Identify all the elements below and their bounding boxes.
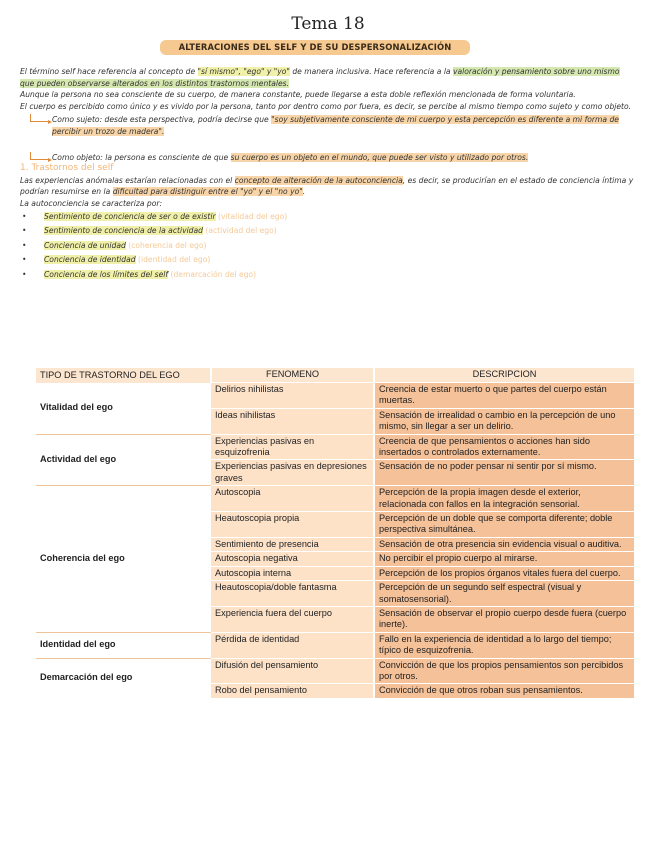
page-subtitle: ALTERACIONES DEL SELF Y DE SU DESPERSONALIZACIÓN	[160, 40, 470, 55]
phenomenon-cell: Autoscopia	[211, 486, 374, 512]
table-row	[36, 486, 634, 512]
highlight-quote: su cuerpo es un objeto en el mundo, que puede ser visto y utilizado por otros.	[230, 152, 529, 162]
section-paragraph-2: La autoconciencia se caracteriza por:	[20, 198, 163, 208]
highlight-concept: dificultad para distinguir entre el "yo" y el "no yo"	[112, 187, 303, 197]
phenomenon-cell: Heautoscopia/doble fantasma	[211, 581, 374, 607]
phenomenon-cell: Difusión del pensamiento	[211, 658, 374, 684]
description-cell: Convicción de que otros roban sus pensamientos.	[374, 684, 634, 698]
table-row	[36, 383, 634, 409]
intro-paragraph-1	[20, 66, 636, 89]
phenomenon-cell: Experiencias pasivas en depresiones graves	[211, 460, 374, 486]
list-item	[20, 253, 636, 268]
bullet-note: (identidad del ego)	[138, 255, 211, 265]
disorder-type: Demarcación del ego	[36, 658, 211, 698]
description-cell: Fallo en la experiencia de identidad a lo largo del tiempo; típico de esquizofrenia.	[374, 632, 634, 658]
bullet-note: (vitalidad del ego)	[217, 211, 288, 221]
text-run: .	[302, 187, 306, 197]
arrow-icon	[30, 114, 49, 122]
bullet-text: Conciencia de identidad	[44, 255, 136, 265]
notes-body	[20, 66, 636, 282]
phenomenon-cell: Heautoscopia propia	[211, 512, 374, 538]
description-cell: Sensación de no poder pensar ni sentir por sí mismo.	[374, 460, 634, 486]
text-run: Las experiencias anómalas estarían relacionadas con el	[20, 175, 235, 185]
phenomenon-cell: Experiencias pasivas en esquizofrenia	[211, 434, 374, 460]
bullet-text: Sentimiento de conciencia de la actividad	[44, 226, 203, 236]
bullet-text: Sentimiento de conciencia de ser o de existir	[44, 211, 216, 221]
text-run: El término self hace referencia al concepto de	[20, 67, 198, 76]
description-cell: Sensación de observar el propio cuerpo desde fuera (cuerpo inerte).	[374, 606, 634, 632]
text-run: de manera inclusiva. Hace referencia a la	[289, 67, 453, 76]
description-cell: Percepción de un segundo self espectral (visual y somatosensorial).	[374, 581, 634, 607]
section-paragraph-1	[20, 175, 636, 198]
table-row	[36, 434, 634, 460]
highlight-concept: concepto de alteración de la autoconciencia	[234, 175, 403, 185]
disorder-type: Identidad del ego	[36, 632, 211, 658]
phenomenon-cell: Autoscopia negativa	[211, 552, 374, 566]
description-cell: Percepción de la propia imagen desde el exterior, relacionada con fallos en la integración sensorial.	[374, 486, 634, 512]
subject-item	[20, 114, 636, 137]
phenomenon-cell: Robo del pensamiento	[211, 684, 374, 698]
description-cell: Creencia de estar muerto o que partes del cuerpo están muertas.	[374, 383, 634, 409]
description-cell: Percepción de un doble que se comporta diferente; doble perspectiva simultánea.	[374, 512, 634, 538]
phenomenon-cell: Pérdida de identidad	[211, 632, 374, 658]
table-row	[36, 632, 634, 658]
text-run: Como sujeto: desde esta perspectiva, podría decirse que	[52, 115, 272, 125]
list-item	[20, 239, 636, 254]
phenomenon-cell: Experiencia fuera del cuerpo	[211, 606, 374, 632]
description-cell: Creencia de que pensamientos o acciones han sido insertados o controlados externamente.	[374, 434, 634, 460]
disorder-type: Actividad del ego	[36, 434, 211, 486]
arrow-icon	[30, 152, 49, 160]
highlight-quote: "soy subjetivamente consciente de mi cuerpo y esta percepción es diferente a mi forma de percibir un trozo de madera".	[52, 115, 619, 136]
bullet-note: (demarcación del ego)	[170, 269, 257, 279]
highlight-definition: valoración y pensamiento sobre uno mismo que pueden observarse alterados en los distintos trastornos mentales.	[20, 67, 620, 88]
disorder-type: Vitalidad del ego	[36, 383, 211, 435]
text-run: , es decir, se producirían en el estado de conciencia íntima y podrían resumirse en la	[20, 175, 634, 197]
intro-paragraph-3: El cuerpo es percibido como único y es vivido por la persona, tanto por dentro como por fuera, es decir, se percibe al mismo tiempo como sujeto y como objeto.	[20, 101, 632, 111]
highlight-term: "sí mismo", "ego" y "yo"	[197, 67, 290, 76]
table-row	[36, 658, 634, 684]
page-title: Tema 18	[291, 14, 365, 34]
description-cell: Percepción de los propios órganos vitales fuera del cuerpo.	[374, 566, 634, 580]
list-item	[20, 224, 636, 239]
phenomenon-cell: Autoscopia interna	[211, 566, 374, 580]
text-run: Como objeto: la persona es consciente de que	[52, 152, 231, 162]
bullet-list	[20, 210, 636, 283]
description-cell: No percibir el propio cuerpo al mirarse.	[374, 552, 634, 566]
description-cell: Convicción de que los propios pensamientos son percibidos por otros.	[374, 658, 634, 684]
table-header-row	[36, 368, 634, 383]
object-item	[20, 152, 636, 164]
list-item	[20, 210, 636, 225]
list-item	[20, 268, 636, 283]
phenomenon-cell: Sentimiento de presencia	[211, 537, 374, 551]
description-cell: Sensación de otra presencia sin evidencia visual o auditiva.	[374, 537, 634, 551]
bullet-text: Conciencia de unidad	[44, 240, 126, 250]
bullet-note: (coherencia del ego)	[128, 240, 207, 250]
phenomenon-cell: Delirios nihilistas	[211, 383, 374, 409]
description-cell: Sensación de irrealidad o cambio en la percepción de uno mismo, sin llegar a ser un delirio.	[374, 408, 634, 434]
phenomenon-cell: Ideas nihilistas	[211, 408, 374, 434]
section-heading: 1. Trastornos del self	[20, 163, 114, 174]
column-header-phenomenon: FENOMENO	[211, 368, 374, 383]
disorder-type: Coherencia del ego	[36, 486, 211, 632]
column-header-description: DESCRIPCION	[374, 368, 634, 383]
intro-paragraph-2: Aunque la persona no sea consciente de su cuerpo, de manera constante, puede llegarse a esta doble reflexión mencionada de forma voluntaria.	[20, 90, 576, 100]
column-header-type: TIPO DE TRASTORNO DEL EGO	[36, 368, 211, 383]
bullet-text: Conciencia de los límites del self	[44, 269, 169, 279]
ego-disorders-table	[36, 368, 634, 698]
bullet-note: (actividad del ego)	[205, 226, 277, 236]
